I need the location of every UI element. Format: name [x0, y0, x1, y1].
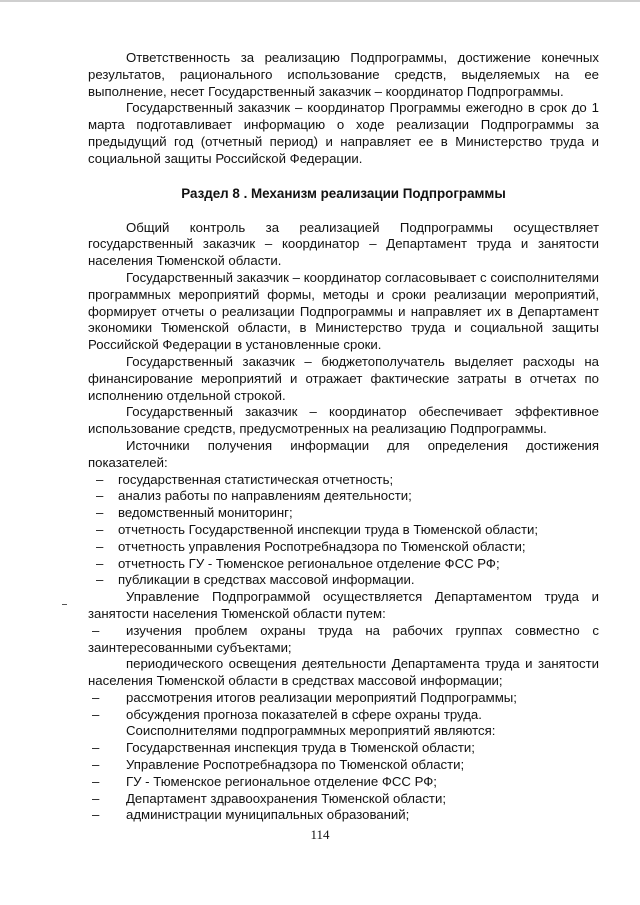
dash-marker: – [92, 790, 100, 806]
list-item: – ведомственный мониторинг; [96, 505, 293, 521]
document-page [88, 50, 599, 824]
dash-marker: – [92, 706, 100, 722]
intro-paragraph-2: Государственный заказчик – координатор Программы ежегодно в срок до 1 марта подготавливает информацию о ходе реализации Подпрограммы за предыдущий год (отчетный период) и направляет ее в Министерство труда и социальной защиты Российской Федерации. [88, 100, 599, 166]
dash-marker: – [92, 689, 100, 705]
body-paragraph-2: Государственный заказчик – координатор согласовывает с соисполнителями программных мероприятий формы, методы и сроки реализации мероприятий, формирует отчеты о реализации Подпрограммы и направляет их в Департамент экономики Тюменской области, в Министерство труда и социальной защиты Российской Федерации в установленные сроки. [88, 269, 599, 353]
management-intro: Управление Подпрограммой осуществляется Департаментом труда и занятости населения Тюменской области путем: [88, 589, 599, 621]
list-item: – Управление Роспотребнадзора по Тюменской области; [92, 757, 465, 773]
dash-marker: – [96, 505, 104, 521]
dash-marker: – [96, 555, 104, 571]
dash-marker: – [92, 740, 100, 756]
list-item: – отчетность управления Роспотребнадзора по Тюменской области; [96, 538, 526, 554]
dash-marker: – [92, 773, 100, 789]
dash-marker: – [96, 488, 104, 504]
dash-marker: – [92, 757, 100, 773]
dash-marker: – [96, 521, 104, 537]
list-item: – изучения проблем охраны труда на рабочих группах совместно с заинтересованными субъектами; [88, 622, 599, 655]
dash-marker: – [96, 471, 104, 487]
list-item: – рассмотрения итогов реализации мероприятий Подпрограммы; [92, 689, 517, 705]
body-paragraph-5: Источники получения информации для определения достижения показателей: [88, 437, 599, 470]
list-item: – отчетность ГУ - Тюменское региональное отделение ФСС РФ; [96, 555, 500, 571]
dash-marker: – [92, 622, 100, 638]
dash-marker: – [92, 807, 100, 823]
page-number: 114 [310, 827, 330, 842]
section-title: Раздел 8 . Механизм реализации Подпрограммы [181, 185, 506, 201]
list-item: – Государственная инспекция труда в Тюменской области; [92, 740, 475, 756]
list-item: периодического освещения деятельности Департамента труда и занятости населения Тюменской области в средствах массовой информации; [88, 656, 599, 689]
list-item: – государственная статистическая отчетность; [96, 471, 394, 487]
list-item: – ГУ - Тюменское региональное отделение ФСС РФ; [92, 773, 437, 789]
list-item: – отчетность Государственной инспекции труда в Тюменской области; [96, 521, 539, 537]
management-list [88, 623, 599, 724]
intro-paragraph-1: Ответственность за реализацию Подпрограммы, достижение конечных результатов, рационального использование средств, выделяемых на ее выполнение, несет Государственный заказчик – координатор Подпрограммы. [88, 50, 599, 99]
list-item: – обсуждения прогноза показателей в сфере охраны труда. [92, 706, 482, 722]
body-paragraph-1: Общий контроль за реализацией Подпрограммы осуществляет государственный заказчик – координатор – Департамент труда и занятости населения Тюменской области. [88, 219, 599, 269]
list-item: – Департамент здравоохранения Тюменской области; [92, 790, 446, 806]
list-item: – анализ работы по направлениям деятельности; [96, 488, 412, 504]
list-item: – администрации муниципальных образований; [92, 807, 410, 823]
coexecutors-intro: Соисполнителями подпрограммных мероприятий являются: [126, 723, 496, 739]
scan-margin-mark [62, 604, 67, 605]
coexecutors-list [88, 740, 599, 824]
list-item: – публикации в средствах массовой информации. [96, 572, 415, 588]
sources-list [88, 472, 599, 590]
dash-marker: – [96, 538, 104, 554]
scan-top-edge [0, 0, 640, 2]
body-paragraph-3: Государственный заказчик – бюджетополучатель выделяет расходы на финансирование мероприятий и отражает фактические затраты в отчетах по исполнению отдельной строкой. [88, 353, 599, 403]
dash-marker: – [96, 572, 104, 588]
body-paragraph-4: Государственный заказчик – координатор обеспечивает эффективное использование средств, предусмотренных на реализацию Подпрограммы. [88, 404, 599, 437]
